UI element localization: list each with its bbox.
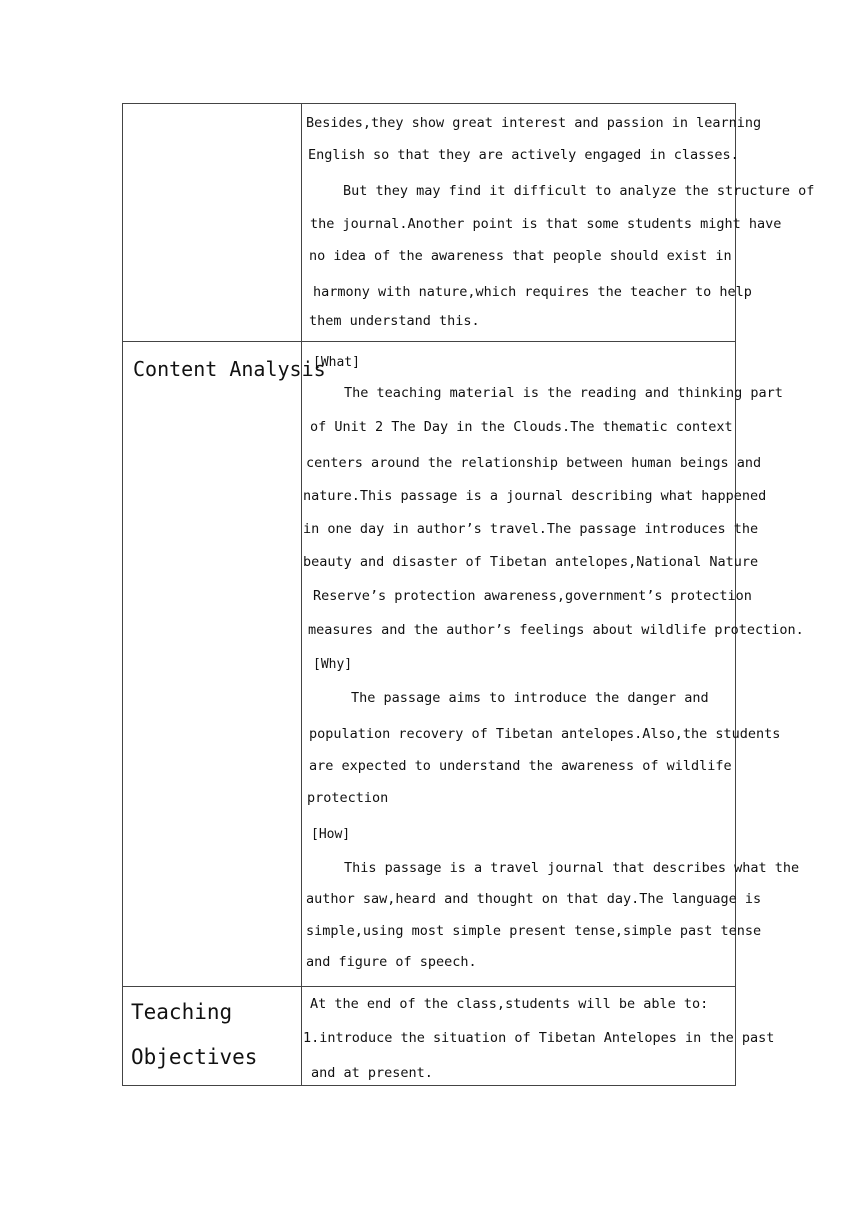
- content-analysis-heading: Content Analysis: [133, 357, 326, 381]
- row1-line-2: English so that they are actively engaged in classes.: [308, 147, 739, 163]
- row1-line-4: the journal.Another point is that some students might have: [310, 216, 782, 232]
- what-line-5: in one day in author’s travel.The passage introduces the: [303, 521, 759, 537]
- why-line-3: are expected to understand the awareness of wildlife: [309, 758, 732, 774]
- teaching-objectives-heading-line-1: Teaching: [131, 1000, 233, 1024]
- row-divider-1: [123, 341, 735, 342]
- teaching-objectives-heading-line-2: Objectives: [131, 1045, 258, 1069]
- objectives-line-2: 1.introduce the situation of Tibetan Antelopes in the past: [303, 1030, 775, 1046]
- why-line-1: The passage aims to introduce the danger and: [351, 690, 709, 706]
- row1-line-6: harmony with nature,which requires the teacher to help: [313, 284, 752, 300]
- how-line-2: author saw,heard and thought on that day.The language is: [306, 891, 762, 907]
- why-line-2: population recovery of Tibetan antelopes.Also,the students: [309, 726, 781, 742]
- what-line-4: nature.This passage is a journal describing what happened: [303, 488, 767, 504]
- how-line-4: and figure of speech.: [306, 954, 477, 970]
- why-label: [Why]: [313, 657, 353, 672]
- how-line-3: simple,using most simple present tense,simple past tense: [306, 923, 762, 939]
- row1-line-7: them understand this.: [309, 313, 480, 329]
- row1-line-5: no idea of the awareness that people should exist in: [309, 248, 732, 264]
- what-line-6: beauty and disaster of Tibetan antelopes,National Nature: [303, 554, 759, 570]
- what-line-1: The teaching material is the reading and thinking part: [344, 385, 783, 401]
- why-line-4: protection: [307, 790, 389, 806]
- what-line-3: centers around the relationship between human beings and: [306, 455, 762, 471]
- objectives-line-3: and at present.: [311, 1065, 433, 1081]
- row1-line-3: But they may find it difficult to analyze the structure of: [343, 183, 815, 199]
- objectives-line-1: At the end of the class,students will be able to:: [310, 996, 709, 1012]
- what-label: [What]: [313, 355, 360, 370]
- column-divider: [301, 104, 302, 1085]
- how-label: [How]: [311, 827, 351, 842]
- what-line-8: measures and the author’s feelings about wildlife protection.: [308, 622, 804, 638]
- what-line-7: Reserve’s protection awareness,government’s protection: [313, 588, 752, 604]
- how-line-1: This passage is a travel journal that describes what the: [344, 860, 800, 876]
- row-divider-2: [123, 986, 735, 987]
- what-line-2: of Unit 2 The Day in the Clouds.The thematic context: [310, 419, 733, 435]
- row1-line-1: Besides,they show great interest and passion in learning: [306, 115, 762, 131]
